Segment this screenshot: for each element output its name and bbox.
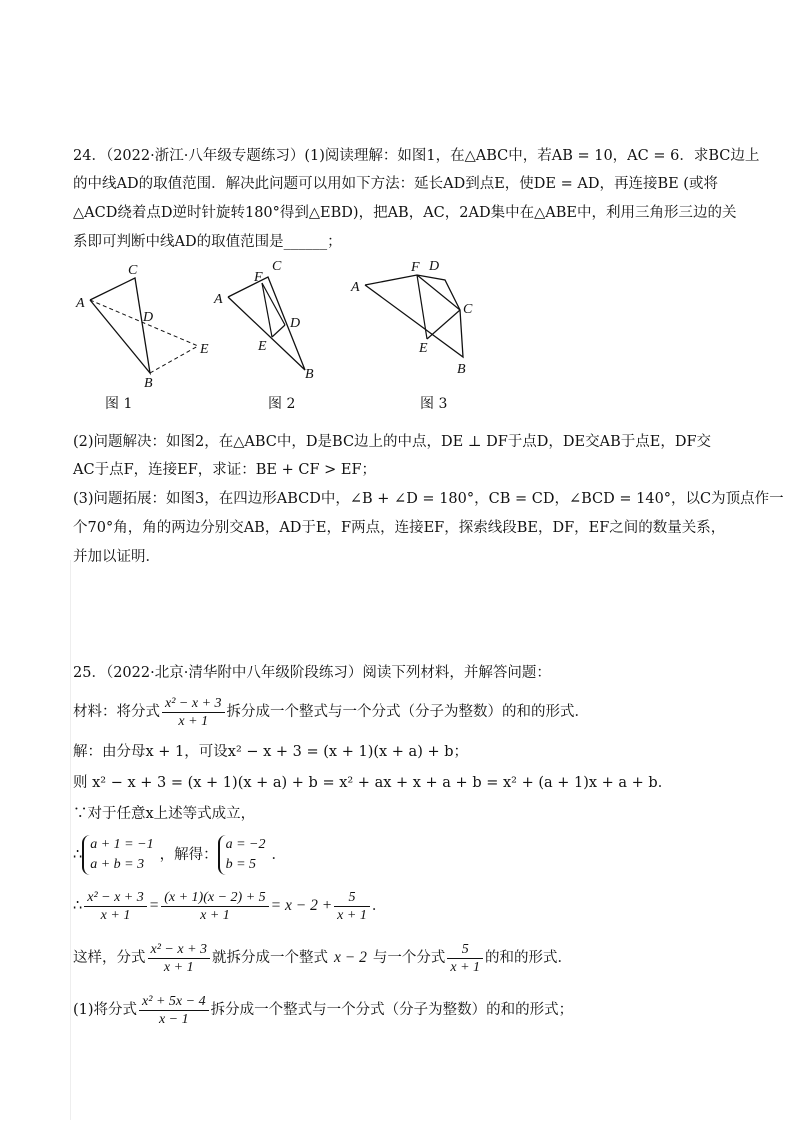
fig3-label-d: D (429, 259, 440, 274)
result-fraction-2-den: x + 1 (200, 907, 230, 923)
therefore-symbol: ∴ (73, 847, 83, 863)
q25-line-1: 25．（2022·北京·清华附中八年级阶段练习）阅读下列材料，并解答问题： (73, 665, 551, 681)
left-margin-rule (70, 560, 71, 1120)
equation-system (82, 835, 159, 875)
material-fraction-denominator: x + 1 (178, 713, 209, 729)
solution-a: a = −2 (225, 837, 266, 852)
fig3-label-f: F (411, 260, 420, 275)
q25-solution-line: 解：由分母x + 1，可设x² − x + 3 = (x + 1)(x + a) + b； (73, 744, 469, 760)
q25-result-line (73, 884, 386, 928)
fig2-label-b: B (305, 367, 314, 382)
result-fraction-3 (334, 889, 370, 924)
result-fraction-2-num: (x + 1)(x − 2) + 5 (161, 889, 268, 907)
fig2-label-a: A (214, 292, 223, 307)
fig2-label-f: F (254, 270, 263, 285)
material-suffix: 拆分成一个整式与一个分式（分子为整数）的和的形式． (226, 704, 590, 720)
thus-fraction-den: x + 1 (163, 959, 194, 975)
thus-prefix: 这样，分式 (73, 950, 146, 966)
q24-part2-line-1: (2)问题解决：如图2，在△ABC中，D是BC边上的中点，DE ⊥ DF于点D，DE交AB于点E，DF交 (73, 434, 712, 450)
part1-fraction-den: x − 1 (158, 1011, 189, 1027)
q25-thus-line (73, 936, 572, 980)
thus-fraction-2-den: x + 1 (450, 959, 481, 975)
result-fraction-2 (161, 889, 268, 924)
system-eq-1: a + 1 = −1 (90, 837, 154, 852)
fig2-label-e: E (258, 339, 267, 354)
q25-material (73, 692, 589, 732)
fig3-label-e: E (419, 341, 428, 356)
q25-then-line: 则 x² − x + 3 = (x + 1)(x + a) + b = x² + ax + x + a + b = x² + (a + 1)x + a + b． (73, 775, 673, 791)
system-eq-2: a + b = 3 (90, 857, 145, 872)
figure-3 (345, 255, 495, 380)
q25-system-line (73, 832, 286, 878)
thus-fraction-2 (447, 941, 483, 976)
fig2-label-c: C (272, 259, 282, 274)
thus-integer: x − 2 (334, 949, 367, 966)
figure-2 (210, 255, 330, 390)
result-fraction-1 (84, 889, 147, 924)
q24-part3-line-2: 个70°角，角的两边分别交AB，AD于E，F两点，连接EF，探索线段BE，DF，EF之间的数量关系， (73, 520, 726, 536)
fig1-label-a: A (76, 296, 85, 311)
result-end: ． (371, 898, 387, 914)
q25-part1-line (73, 988, 573, 1032)
thus-fraction-num: x² − x + 3 (148, 941, 211, 959)
result-fraction-3-num: 5 (334, 889, 370, 907)
result-fraction-1-num: x² − x + 3 (84, 889, 147, 907)
thus-fraction-2-num: 5 (447, 941, 483, 959)
material-fraction-numerator: x² − x + 3 (162, 695, 225, 713)
figure-1 (70, 260, 220, 390)
q25-since-line: ∵对于任意x上述等式成立， (73, 806, 256, 822)
part1-fraction-num: x² + 5x − 4 (139, 993, 209, 1011)
q24-line-1: 24．（2022·浙江·八年级专题练习）(1)阅读理解：如图1，在△ABC中，若AB = 10，AC = 6．求BC边上 (73, 148, 760, 164)
result-therefore: ∴ (73, 898, 83, 914)
solution-b: b = 5 (225, 857, 257, 872)
fig1-label-c: C (128, 263, 138, 278)
solution-system (218, 835, 272, 875)
material-fraction (162, 695, 225, 730)
q24-line-4: 系即可判断中线AD的取值范围是______； (73, 234, 342, 250)
thus-middle-1: 就拆分成一个整式 (212, 950, 329, 966)
system-end: ． (271, 847, 286, 863)
part1-fraction (139, 993, 209, 1028)
fig1-label-e: E (200, 342, 209, 357)
q24-line-3: △ACD绕着点D逆时针旋转180°得到△EBD)，把AB，AC，2AD集中在△ABE中，利用三角形三边的关 (73, 205, 737, 221)
fig1-caption: 图 1 (105, 396, 133, 412)
fig2-label-d: D (290, 316, 301, 331)
q24-part3-line-3: 并加以证明． (73, 549, 160, 565)
fig1-label-d: D (143, 310, 154, 325)
q24-part2-line-2: AC于点F，连接EF，求证：BE + CF > EF； (73, 462, 377, 478)
material-prefix: 材料：将分式 (73, 704, 160, 720)
fig3-caption: 图 3 (420, 396, 448, 412)
result-fraction-3-den: x + 1 (337, 907, 367, 923)
thus-middle-2: 与一个分式 (372, 950, 446, 966)
fig3-label-a: A (351, 280, 360, 295)
fig3-label-b: B (457, 362, 466, 377)
part1-suffix: 拆分成一个整式与一个分式（分子为整数）的和的形式； (210, 1002, 574, 1018)
thus-fraction (148, 941, 211, 976)
fig1-label-b: B (144, 376, 153, 390)
fig2-caption: 图 2 (268, 396, 296, 412)
part1-prefix: (1)将分式 (73, 1002, 138, 1018)
q24-line-2: 的中线AD的取值范围．解决此问题可以用如下方法：延长AD到点E，使DE = AD，再连接BE (或将 (73, 176, 718, 192)
result-equals: = (148, 897, 160, 914)
system-solve-text: ，解得： (159, 847, 218, 863)
thus-end: 的和的形式． (485, 950, 573, 966)
result-middle: = x − 2 + (270, 897, 333, 914)
q24-part3-line-1: (3)问题拓展：如图3，在四边形ABCD中，∠B + ∠D = 180°，CB = CD，∠BCD = 140°，以C为顶点作一 (73, 491, 784, 507)
fig3-label-c: C (463, 302, 473, 317)
result-fraction-1-den: x + 1 (100, 907, 131, 923)
